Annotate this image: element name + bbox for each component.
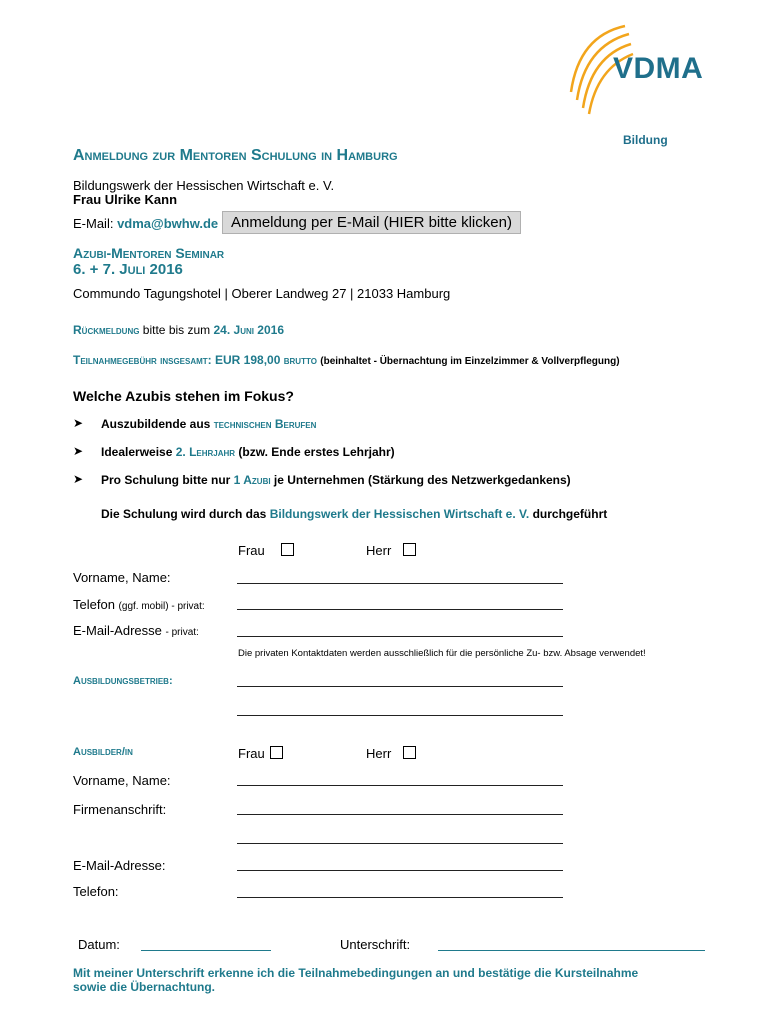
organizer-note-b: Bildungswerk der Hessischen Wirtschaft e. V. <box>269 507 530 521</box>
participant-phone-label <box>73 597 205 612</box>
salutation-herr-label: Herr <box>366 543 392 558</box>
participant-phone-label-b: (ggf. mobil) - privat: <box>118 601 205 612</box>
participant-phone-label-a: Telefon <box>73 597 115 612</box>
focus-item-3-text: Pro Schulung bitte nur <box>101 473 231 487</box>
page-title: Anmeldung zur Mentoren Schulung in Hamburg <box>73 147 398 164</box>
seminar-location: Commundo Tagungshotel | Oberer Landweg 27 | 21033 Hamburg <box>73 286 451 301</box>
organizer-note-c: durchgeführt <box>532 507 608 521</box>
participant-phone-field[interactable] <box>237 609 563 610</box>
salutation-frau-label: Frau <box>238 543 265 558</box>
participant-email-field[interactable] <box>237 636 563 637</box>
focus-item-1 <box>101 417 316 431</box>
focus-heading: Welche Azubis stehen im Fokus? <box>73 388 294 404</box>
signature-field[interactable] <box>438 950 705 951</box>
company-address-field-1[interactable] <box>237 814 563 815</box>
signature-label: Unterschrift: <box>340 937 411 952</box>
footer-line-1: Mit meiner Unterschrift erkenne ich die Teilnahmebedingungen an und bestätige die Kursteilnahme <box>73 966 639 980</box>
email-row <box>73 216 218 231</box>
focus-item-2-highlight: 2. Lehrjahr <box>175 445 236 459</box>
date-label: Datum: <box>78 937 120 952</box>
date-field[interactable] <box>141 950 271 951</box>
participant-email-label-a: E-Mail-Adresse <box>73 623 162 638</box>
org-name: Bildungswerk der Hessischen Wirtschaft e. V. <box>73 178 335 193</box>
fee-label: Teilnahmegebühr insgesamt: <box>73 353 212 367</box>
privacy-note: Die privaten Kontaktdaten werden ausschließlich für die persönliche Zu- bzw. Absage verwendet! <box>238 648 646 659</box>
fee-line <box>73 353 620 367</box>
focus-item-2-text: Idealerweise <box>101 445 173 459</box>
trainer-herr-label: Herr <box>366 746 392 761</box>
bullet-arrow-icon: ➤ <box>73 444 84 458</box>
trainer-email-field[interactable] <box>237 870 563 871</box>
participant-name-field[interactable] <box>237 583 563 584</box>
seminar-date: 6. + 7. Juli 2016 <box>73 261 183 278</box>
focus-item-1-highlight: technischen Berufen <box>213 417 317 431</box>
company-address-label: Firmenanschrift: <box>73 802 167 817</box>
company-label: Ausbildungsbetrieb: <box>73 675 173 687</box>
fee-brutto: brutto <box>283 353 317 367</box>
org-contact: Frau Ulrike Kann <box>73 192 178 207</box>
focus-item-2-suffix: (bzw. Ende erstes Lehrjahr) <box>238 445 395 459</box>
company-field-2[interactable] <box>237 715 563 716</box>
participant-email-label <box>73 623 199 638</box>
email-address[interactable]: vdma@bwhw.de <box>117 216 219 231</box>
footer-line-2: sowie die Übernachtung. <box>73 980 216 994</box>
fee-amount: EUR 198,00 <box>215 353 281 367</box>
focus-item-3 <box>101 473 571 487</box>
trainer-frau-checkbox[interactable] <box>270 746 283 759</box>
fee-note: (beinhaltet - Übernachtung im Einzelzimmer & Vollverpflegung) <box>320 356 620 367</box>
reply-text: bitte bis zum <box>142 323 211 337</box>
bullet-arrow-icon: ➤ <box>73 416 84 430</box>
trainer-phone-field[interactable] <box>237 897 563 898</box>
register-email-button[interactable]: Anmeldung per E-Mail (HIER bitte klicken) <box>222 211 521 234</box>
organizer-note <box>101 507 607 521</box>
company-field-1[interactable] <box>237 686 563 687</box>
participant-email-label-b: - privat: <box>165 627 199 638</box>
focus-item-3-suffix: je Unternehmen (Stärkung des Netzwerkgedankens) <box>273 473 571 487</box>
trainer-label: Ausbilder/in <box>73 746 133 758</box>
focus-item-3-highlight: 1 Azubi <box>233 473 271 487</box>
trainer-name-field[interactable] <box>237 785 563 786</box>
participant-name-label: Vorname, Name: <box>73 570 171 585</box>
trainer-email-label: E-Mail-Adresse: <box>73 858 166 873</box>
email-label: E-Mail: <box>73 216 114 231</box>
trainer-phone-label: Telefon: <box>73 884 119 899</box>
vdma-logo: VDMA <box>613 52 704 85</box>
seminar-title: Azubi-Mentoren Seminar <box>73 245 225 261</box>
salutation-herr-checkbox[interactable] <box>403 543 416 556</box>
focus-item-2 <box>101 445 395 459</box>
salutation-frau-checkbox[interactable] <box>281 543 294 556</box>
bullet-arrow-icon: ➤ <box>73 472 84 486</box>
reply-date: 24. Juni 2016 <box>213 323 284 337</box>
trainer-herr-checkbox[interactable] <box>403 746 416 759</box>
trainer-frau-label: Frau <box>238 746 265 761</box>
trainer-name-label: Vorname, Name: <box>73 773 171 788</box>
reply-label: Rückmeldung <box>73 323 140 337</box>
organizer-note-a: Die Schulung wird durch das <box>101 507 267 521</box>
focus-item-1-text: Auszubildende aus <box>101 417 211 431</box>
logo-subtitle: Bildung <box>623 133 668 147</box>
reply-line <box>73 323 284 337</box>
company-address-field-2[interactable] <box>237 843 563 844</box>
